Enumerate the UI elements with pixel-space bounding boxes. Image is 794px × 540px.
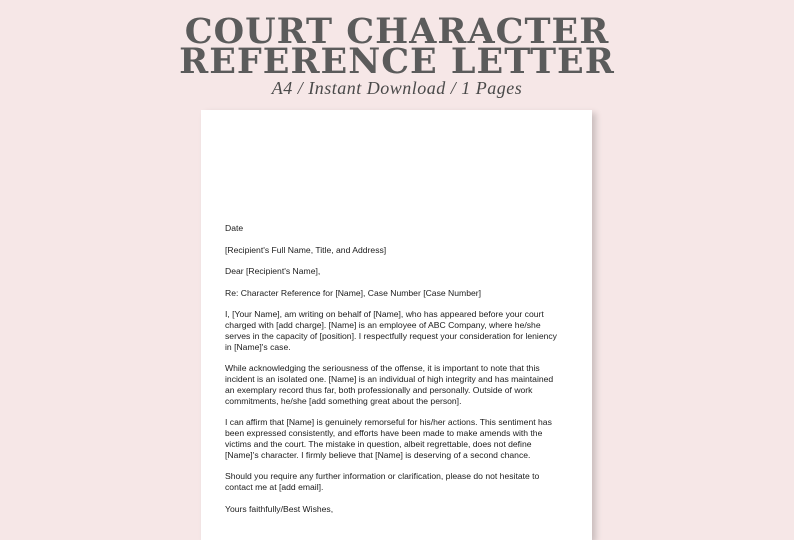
subtitle: A4 / Instant Download / 1 Pages xyxy=(271,78,523,98)
letter-paragraph-3: I can affirm that [Name] is genuinely remorseful for his/her actions. This sentiment has been expressed consistently, and efforts have been made to make amends with the victims and the court. The mistake in question, albeit regrettable, does not define [Name]'s character. I firmly believe that [Name] is deserving of a second chance. xyxy=(225,417,552,460)
title-line-1: COURT CHARACTER xyxy=(184,11,610,52)
letter-body xyxy=(225,223,565,525)
letter-date: Date xyxy=(225,223,244,233)
letter-closing: Yours faithfully/Best Wishes, xyxy=(225,503,334,514)
letter-paragraph-1: I, [Your Name], am writing on behalf of [Name], who has appeared before your court charged with [add charge]. [Name] is an employee of ABC Company, where he/she serves in the capacity of [position]. I respectfully request your consideration for leniency in [Name]'s case. xyxy=(225,309,557,352)
letter-salutation: Dear [Recipient's Name], xyxy=(225,266,321,277)
title-line-2: REFERENCE LETTER xyxy=(179,41,615,82)
letter-recipient: [Recipient's Full Name, Title, and Address] xyxy=(225,244,387,255)
letter-subject: Re: Character Reference for [Name], Case Number [Case Number] xyxy=(225,287,481,298)
letter-paragraph-4: Should you require any further information or clarification, please do not hesitate to contact me at [add email]. xyxy=(225,471,540,493)
letter-paragraph-2: While acknowledging the seriousness of the offense, it is important to note that this incident is an isolated one. [Name] is an individual of high integrity and has maintained an exemplary record thus far, both professionally and personally. Outside of work commitments, he/she [add something great about the person]. xyxy=(225,363,554,406)
letter-page xyxy=(201,110,592,540)
